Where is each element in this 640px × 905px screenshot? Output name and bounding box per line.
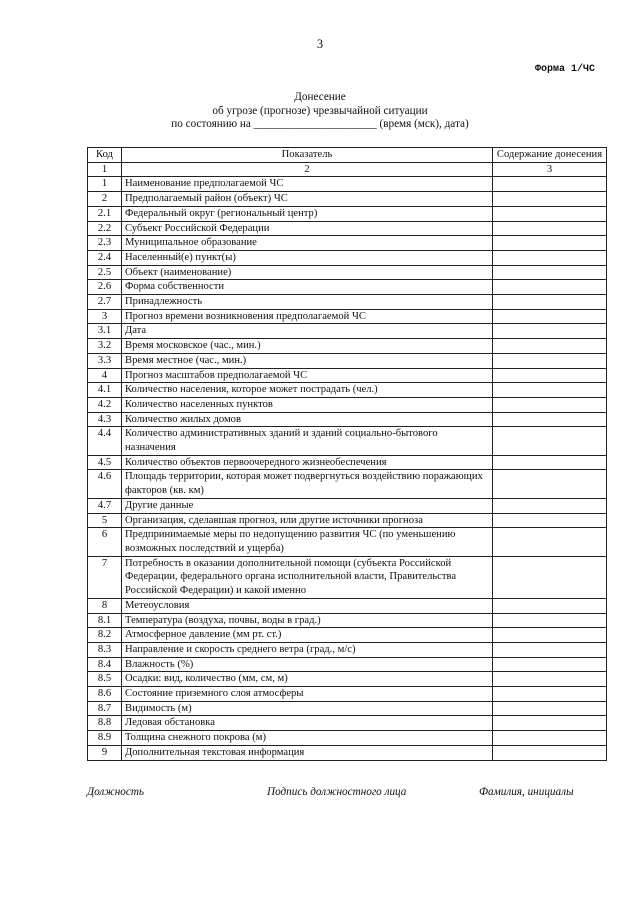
- row-code: 6: [88, 528, 122, 556]
- row-content-cell[interactable]: [493, 498, 607, 513]
- row-indicator: Предполагаемый район (объект) ЧС: [122, 192, 493, 207]
- row-code: 8.7: [88, 701, 122, 716]
- row-content-cell[interactable]: [493, 383, 607, 398]
- row-code: 2.2: [88, 221, 122, 236]
- row-content-cell[interactable]: [493, 470, 607, 498]
- row-indicator: Организация, сделавшая прогноз, или другие источники прогноза: [122, 513, 493, 528]
- row-content-cell[interactable]: [493, 368, 607, 383]
- table-row: [88, 309, 607, 324]
- row-code: 3.3: [88, 353, 122, 368]
- row-indicator: Форма собственности: [122, 280, 493, 295]
- row-code: 5: [88, 513, 122, 528]
- row-indicator: Дополнительная текстовая информация: [122, 745, 493, 760]
- table-row: [88, 716, 607, 731]
- row-indicator: Количество населения, которое может пострадать (чел.): [122, 383, 493, 398]
- table-row: [88, 642, 607, 657]
- row-code: 2.3: [88, 236, 122, 251]
- row-content-cell[interactable]: [493, 657, 607, 672]
- row-code: 2.4: [88, 250, 122, 265]
- table-row: [88, 383, 607, 398]
- report-subtitle: об угрозе (прогнозе) чрезвычайной ситуации: [212, 104, 428, 117]
- table-row: [88, 339, 607, 354]
- table-row: [88, 745, 607, 760]
- row-indicator: Количество жилых домов: [122, 412, 493, 427]
- row-code: 4.1: [88, 383, 122, 398]
- row-indicator: Дата: [122, 324, 493, 339]
- row-indicator: Населенный(е) пункт(ы): [122, 250, 493, 265]
- row-code: 2.6: [88, 280, 122, 295]
- table-row: [88, 513, 607, 528]
- header-indicator: Показатель: [122, 148, 493, 163]
- row-indicator: Температура (воздуха, почвы, воды в град.): [122, 613, 493, 628]
- report-title: Донесение: [294, 91, 346, 103]
- row-indicator: Влажность (%): [122, 657, 493, 672]
- row-code: 4.2: [88, 397, 122, 412]
- row-code: 2: [88, 192, 122, 207]
- table-row: [88, 280, 607, 295]
- table-row: [88, 613, 607, 628]
- table-row: [88, 687, 607, 702]
- column-number: 2: [122, 162, 493, 177]
- row-content-cell[interactable]: [493, 745, 607, 760]
- row-indicator: Наименование предполагаемой ЧС: [122, 177, 493, 192]
- table-row: [88, 528, 607, 556]
- row-content-cell[interactable]: [493, 265, 607, 280]
- row-indicator: Федеральный округ (региональный центр): [122, 206, 493, 221]
- row-indicator: Потребность в оказании дополнительной помощи (субъекта Российской Федерации, федерального органа исполнительной власти, Правительства Российской Федерации) и какой именно: [122, 556, 493, 598]
- row-indicator: Количество административных зданий и зданий социально-бытового назначения: [122, 427, 493, 455]
- row-content-cell[interactable]: [493, 295, 607, 310]
- table-row: [88, 192, 607, 207]
- row-content-cell[interactable]: [493, 177, 607, 192]
- row-indicator: Количество объектов первоочередного жизнеобеспечения: [122, 455, 493, 470]
- table-row: [88, 221, 607, 236]
- row-content-cell[interactable]: [493, 324, 607, 339]
- row-indicator: Толщина снежного покрова (м): [122, 731, 493, 746]
- signature-name-label: Фамилия, инициалы: [479, 786, 574, 798]
- table-row: [88, 470, 607, 498]
- signature-sign-label: Подпись должностного лица: [267, 786, 407, 798]
- table-row: [88, 324, 607, 339]
- row-indicator: Прогноз масштабов предполагаемой ЧС: [122, 368, 493, 383]
- column-number: 3: [493, 162, 607, 177]
- row-indicator: Муниципальное образование: [122, 236, 493, 251]
- row-indicator: Время местное (час., мин.): [122, 353, 493, 368]
- row-code: 8.6: [88, 687, 122, 702]
- row-content-cell[interactable]: [493, 309, 607, 324]
- row-code: 4: [88, 368, 122, 383]
- row-code: 2.7: [88, 295, 122, 310]
- row-indicator: Время московское (час., мин.): [122, 339, 493, 354]
- column-number: 1: [88, 162, 122, 177]
- row-content-cell[interactable]: [493, 642, 607, 657]
- row-indicator: Состояние приземного слоя атмосферы: [122, 687, 493, 702]
- row-content-cell[interactable]: [493, 412, 607, 427]
- row-content-cell[interactable]: [493, 716, 607, 731]
- row-content-cell[interactable]: [493, 598, 607, 613]
- row-indicator: Видимость (м): [122, 701, 493, 716]
- row-content-cell[interactable]: [493, 339, 607, 354]
- row-indicator: Прогноз времени возникновения предполагаемой ЧС: [122, 309, 493, 324]
- table-row: [88, 427, 607, 455]
- page-number: 3: [316, 37, 324, 51]
- table-row: [88, 368, 607, 383]
- row-code: 3: [88, 309, 122, 324]
- row-indicator: Предпринимаемые меры по недопущению развития ЧС (по уменьшению возможных последствий и ущерба): [122, 528, 493, 556]
- row-indicator: Площадь территории, которая может подвергнуться воздействию поражающих факторов (кв. км): [122, 470, 493, 498]
- row-code: 8.3: [88, 642, 122, 657]
- report-table: [87, 147, 607, 761]
- row-indicator: Осадки: вид, количество (мм, см, м): [122, 672, 493, 687]
- table-row: [88, 236, 607, 251]
- row-content-cell[interactable]: [493, 701, 607, 716]
- row-indicator: Направление и скорость среднего ветра (град., м/с): [122, 642, 493, 657]
- row-content-cell[interactable]: [493, 528, 607, 556]
- row-content-cell[interactable]: [493, 687, 607, 702]
- table-row: [88, 265, 607, 280]
- row-content-cell[interactable]: [493, 206, 607, 221]
- row-code: 7: [88, 556, 122, 598]
- header-code: Код: [88, 148, 122, 163]
- row-code: 2.1: [88, 206, 122, 221]
- row-code: 3.2: [88, 339, 122, 354]
- row-code: 8: [88, 598, 122, 613]
- row-content-cell[interactable]: [493, 353, 607, 368]
- table-row: [88, 397, 607, 412]
- row-content-cell[interactable]: [493, 613, 607, 628]
- row-content-cell[interactable]: [493, 427, 607, 455]
- row-content-cell[interactable]: [493, 192, 607, 207]
- row-content-cell[interactable]: [493, 672, 607, 687]
- row-code: 8.9: [88, 731, 122, 746]
- row-content-cell[interactable]: [493, 236, 607, 251]
- row-indicator: Ледовая обстановка: [122, 716, 493, 731]
- row-code: 4.6: [88, 470, 122, 498]
- table-row: [88, 353, 607, 368]
- row-content-cell[interactable]: [493, 221, 607, 236]
- row-content-cell[interactable]: [493, 250, 607, 265]
- row-code: 8.2: [88, 628, 122, 643]
- row-indicator: Субъект Российской Федерации: [122, 221, 493, 236]
- table-row: [88, 498, 607, 513]
- table-row: [88, 177, 607, 192]
- row-code: 4.5: [88, 455, 122, 470]
- row-code: 3.1: [88, 324, 122, 339]
- row-indicator: Метеоусловия: [122, 598, 493, 613]
- column-number-row: [88, 162, 607, 177]
- header-content: Содержание донесения: [493, 148, 607, 163]
- row-content-cell[interactable]: [493, 455, 607, 470]
- table-row: [88, 701, 607, 716]
- report-date-line: по состоянию на ______________________ (время (мск), дата): [171, 118, 469, 130]
- row-code: 4.3: [88, 412, 122, 427]
- table-header-row: [88, 148, 607, 163]
- form-label: Форма 1/ЧС: [534, 64, 595, 75]
- row-code: 8.4: [88, 657, 122, 672]
- table-row: [88, 598, 607, 613]
- table-row: [88, 412, 607, 427]
- table-row: [88, 657, 607, 672]
- row-content-cell[interactable]: [493, 628, 607, 643]
- row-code: 2.5: [88, 265, 122, 280]
- row-code: 8.1: [88, 613, 122, 628]
- table-row: [88, 672, 607, 687]
- table-row: [88, 250, 607, 265]
- row-code: 1: [88, 177, 122, 192]
- table-row: [88, 206, 607, 221]
- row-content-cell[interactable]: [493, 397, 607, 412]
- row-code: 4.4: [88, 427, 122, 455]
- row-indicator: Атмосферное давление (мм рт. ст.): [122, 628, 493, 643]
- table-row: [88, 556, 607, 598]
- row-content-cell[interactable]: [493, 556, 607, 598]
- table-row: [88, 731, 607, 746]
- row-indicator: Количество населенных пунктов: [122, 397, 493, 412]
- row-code: 9: [88, 745, 122, 760]
- row-indicator: Принадлежность: [122, 295, 493, 310]
- row-code: 8.5: [88, 672, 122, 687]
- row-indicator: Другие данные: [122, 498, 493, 513]
- row-content-cell[interactable]: [493, 280, 607, 295]
- row-content-cell[interactable]: [493, 731, 607, 746]
- row-content-cell[interactable]: [493, 513, 607, 528]
- table-row: [88, 455, 607, 470]
- signature-position-label: Должность: [87, 786, 144, 798]
- row-code: 8.8: [88, 716, 122, 731]
- report-header: [0, 91, 640, 132]
- row-code: 4.7: [88, 498, 122, 513]
- row-indicator: Объект (наименование): [122, 265, 493, 280]
- table-row: [88, 628, 607, 643]
- table-row: [88, 295, 607, 310]
